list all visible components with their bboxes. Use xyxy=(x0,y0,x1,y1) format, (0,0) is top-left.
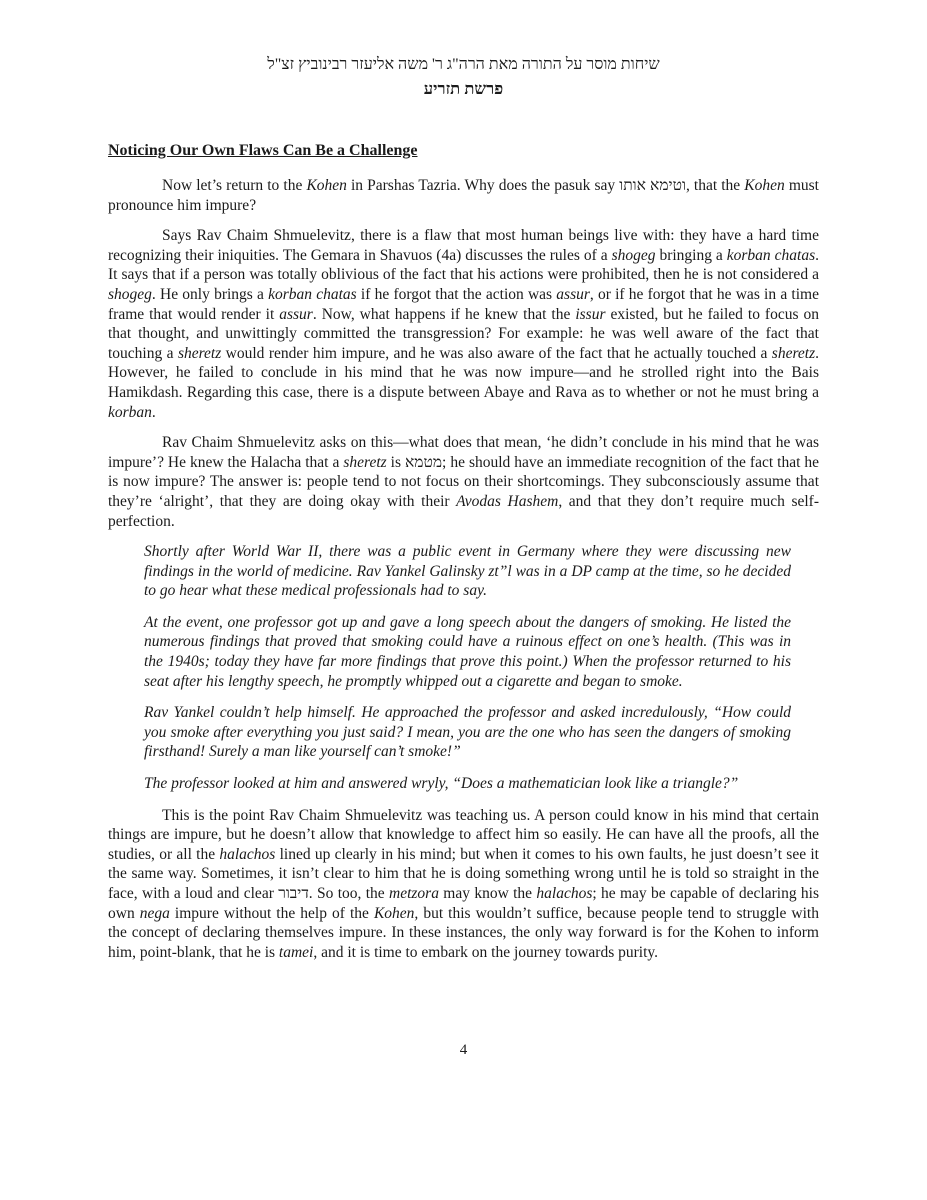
text-run: may know the xyxy=(438,885,537,902)
italic-term: korban xyxy=(108,403,152,421)
text-run: , and it is time to embark on the journey towards purity. xyxy=(313,943,659,961)
body-paragraph-4 xyxy=(108,806,819,963)
text-run: is xyxy=(386,453,405,471)
italic-term: Kohen, xyxy=(373,904,419,922)
text-run: . It says that if a person was totally oblivious of the fact that his actions were prohibited, then he is not considered a xyxy=(108,246,819,284)
text-run: Shortly after World War II, there was a public event in Germany where they were discussing new findings in the world of medicine. Rav Yankel Galinsky zt”l was in a DP camp at the time, so he decided to go hear what these medical professionals had to say. xyxy=(144,543,791,600)
parsha-title-hebrew: פרשת תזריע xyxy=(423,79,504,98)
italic-term: halachos xyxy=(219,845,276,863)
text-run: This is the point Rav Chaim Shmuelevitz was teaching us. A person could know in his mind that certain things are impure, but he doesn’t allow that knowledge to affect him so easily. He can have all the proofs, all the studies, or all the xyxy=(108,806,819,863)
italic-term: korban chatas xyxy=(726,246,816,264)
italic-term: tamei xyxy=(278,943,314,961)
document-title-hebrew: שיחות מוסר על התורה מאת הרה"ג ר' משה אליעזר רבינוביץ זצ"ל xyxy=(267,56,660,73)
body-paragraph-3 xyxy=(108,433,819,531)
quote-paragraph-4 xyxy=(144,774,791,794)
text-run: At the event, one professor got up and gave a long speech about the dangers of smoking. He listed the numerous findings that proved that smoking could have a ruinous effect on one’s health. (This was in the 1940s; today they have far more findings that prove this point.) When the professor returned to his seat after his lengthy speech, he promptly whipped out a cigarette and began to smoke. xyxy=(144,613,791,690)
text-run: if he forgot that the action was xyxy=(356,285,557,303)
text-run: ; he should have an immediate recognition of the fact that he is now impure? The answer is: people tend to not focus on their shortcomings. They subconsciously assume that they’re ‘alright’, that they are doing okay with their xyxy=(108,453,819,510)
hebrew-term: מטמא xyxy=(404,453,443,471)
italic-term: Avodas Hashem xyxy=(456,492,559,510)
section-heading: Noticing Our Own Flaws Can Be a Challenge xyxy=(108,142,418,159)
text-run: Says Rav Chaim Shmuelevitz, there is a flaw that most human beings live with: they have a hard time recognizing their iniquities. The Gemara in Shavuos (4a) discusses the rules of a xyxy=(108,227,819,264)
italic-term: assur xyxy=(279,305,313,323)
italic-term: issur xyxy=(575,305,606,323)
italic-term: metzora xyxy=(389,885,439,902)
italic-term: shogeg xyxy=(611,246,656,264)
text-run: Rav Yankel couldn’t help himself. He approached the professor and asked incredulously, “How could you smoke after everything you just said? I mean, you are the one who has seen the dangers of smoking firsthand! Surely a man like yourself can’t smoke!” xyxy=(144,704,791,761)
text-run: . So too, the xyxy=(308,885,390,902)
page-number: 4 xyxy=(459,1042,468,1058)
text-run: . He only brings a xyxy=(151,285,269,303)
hebrew-term: דיבור xyxy=(278,885,309,902)
text-run: but this wouldn’t suffice, because people tend to struggle with the concept of declaring themselves impure. In these instances, the only way forward is for the Kohen to inform him, point-blank, that he is xyxy=(108,904,819,961)
text-run: . xyxy=(151,403,156,421)
quote-paragraph-1 xyxy=(144,542,791,601)
text-run: Now let’s return to the xyxy=(162,177,307,194)
text-run: in Parshas Tazria. Why does the pasuk say xyxy=(346,177,620,194)
italic-term: halachos xyxy=(536,885,593,902)
italic-term: sheretz xyxy=(177,344,222,362)
italic-term: assur xyxy=(556,285,590,303)
text-run: impure without the help of the xyxy=(169,904,374,922)
italic-term: sheretz xyxy=(771,344,816,362)
text-run: would render him impure, and he was also aware of the fact that he actually touched a xyxy=(221,344,772,362)
body-paragraph-2 xyxy=(108,226,819,422)
quote-paragraph-2 xyxy=(144,613,791,691)
italic-term: korban chatas xyxy=(268,285,357,303)
text-run: . However, he failed to conclude in his mind that he was now impure—and he strolled right into the Bais Hamikdash. Regarding this case, there is a dispute between Abaye and Rava as to whether or not he must bring a xyxy=(108,344,819,401)
italic-term: Kohen xyxy=(306,177,347,194)
quote-paragraph-3 xyxy=(144,703,791,762)
text-run: bringing a xyxy=(655,246,727,264)
body-paragraph-1 xyxy=(108,176,819,215)
hebrew-term: וטימא אותו xyxy=(619,177,686,194)
italic-term: shogeg xyxy=(108,285,152,303)
document-header xyxy=(108,55,819,99)
italic-term: Kohen xyxy=(744,177,785,194)
text-run: . Now, what happens if he knew that the xyxy=(312,305,576,323)
text-run: Rav Chaim Shmuelevitz asks on this—what does that mean, ‘he didn’t conclude in his mind that he was impure’? He knew the Halacha that a xyxy=(108,434,819,471)
text-run: must pronounce him impure? xyxy=(108,177,819,214)
text-run: , that the xyxy=(685,177,745,194)
text-run: lined up clearly in his mind; but when it comes to his own faults, he just doesn’t see it the same way. Sometimes, it isn’t clear to him that he is doing something wrong until he is told so straight in the face, with a loud and clear xyxy=(108,845,819,902)
italic-term: sheretz xyxy=(343,453,387,471)
text-run: , or if he forgot that he was in a time frame that would render it xyxy=(108,285,819,323)
text-run: ; he may be capable of declaring his own xyxy=(108,885,819,922)
text-run: , and that they don’t require much self-perfection. xyxy=(108,492,819,530)
text-run: The professor looked at him and answered wryly, “Does a mathematician look like a triangle?” xyxy=(144,775,739,793)
italic-term: nega xyxy=(139,904,170,922)
text-run: existed, but he failed to focus on that thought, and unwittingly committed the transgression? For example: he was well aware of the fact that touching a xyxy=(108,305,819,362)
